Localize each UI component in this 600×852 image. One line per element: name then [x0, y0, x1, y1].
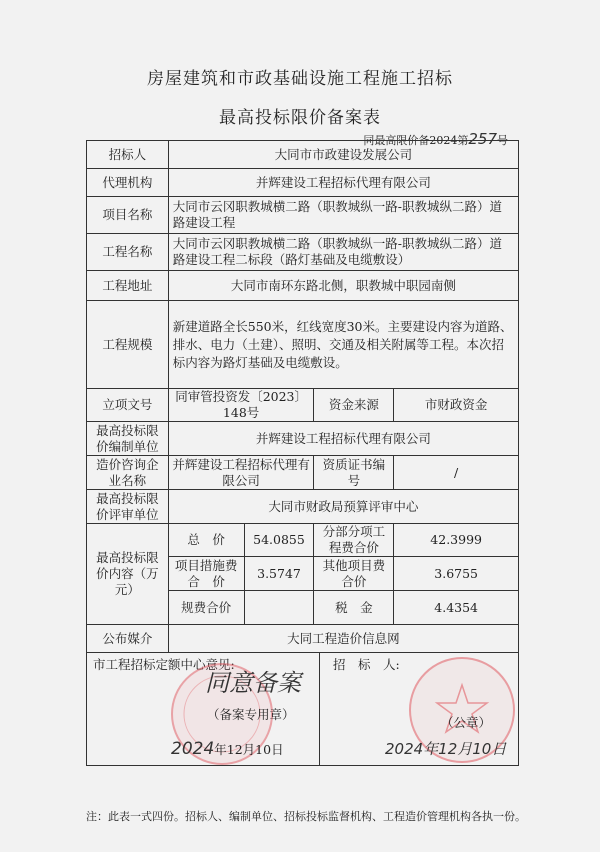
fee-value	[244, 591, 314, 625]
doc-number-suffix: 号	[497, 134, 508, 147]
price-label: 最高投标限价内容（万元）	[87, 524, 169, 625]
tax-label: 税 金	[314, 591, 394, 625]
total-price-value: 54.0855	[244, 524, 314, 557]
cert-value: /	[394, 456, 519, 490]
other-price-label: 其他项目费合价	[314, 557, 394, 591]
engineering-name-value: 大同市云冈职教城横二路（职教城纵一路-职教城纵二路）道路建设工程二标段（路灯基础及电缆敷设）	[168, 234, 518, 271]
right-title: 招 标 人:	[333, 657, 400, 672]
title-line2: 最高投标限价备案表	[219, 108, 381, 128]
fund-value: 市财政资金	[394, 389, 519, 422]
left-date-year: 2024	[171, 739, 215, 759]
agency-label: 代理机构	[87, 169, 169, 197]
record-table	[86, 140, 519, 766]
project-name-value: 大同市云冈职教城横二路（职教城纵一路-职教城纵二路）道路建设工程	[168, 197, 518, 234]
doc-number-prefix: 同最高限价备2024第	[363, 134, 469, 147]
agency-value: 并辉建设工程招标代理有限公司	[168, 169, 518, 197]
left-title: 市工程招标定额中心意见:	[93, 657, 235, 672]
scale-label: 工程规模	[87, 301, 169, 389]
sub-price-label: 分部分项工程费合价	[314, 524, 394, 557]
left-date	[171, 741, 284, 758]
left-handwritten: 同意备案	[205, 669, 301, 697]
approval-label: 立项文号	[87, 389, 169, 422]
tenderer-value: 大同市市政建设发展公司	[168, 141, 518, 169]
compiler-value: 并辉建设工程招标代理有限公司	[168, 422, 518, 456]
right-date: 2024年12月10日	[385, 740, 507, 758]
other-price-value: 3.6755	[394, 557, 519, 591]
consulting-value: 并辉建设工程招标代理有限公司	[168, 456, 314, 490]
title-line1: 房屋建筑和市政基础设施工程施工招标	[147, 69, 453, 89]
compiler-label: 最高投标限价编制单位	[87, 422, 169, 456]
fee-label: 规费合价	[168, 591, 244, 625]
address-value: 大同市南环东路北侧，职教城中职园南侧	[168, 271, 518, 301]
right-stamp-label: （公章）	[441, 715, 492, 730]
engineering-name-label: 工程名称	[87, 234, 169, 271]
media-value: 大同工程造价信息网	[168, 625, 518, 653]
sub-price-value: 42.3999	[394, 524, 519, 557]
fund-label: 资金来源	[314, 389, 394, 422]
media-label: 公布媒介	[87, 625, 169, 653]
left-stamp-label: （备案专用章）	[207, 707, 295, 722]
footer-note: 注：此表一式四份。招标人、编制单位、招标投标监督机构、工程造价管理机构各执一份。	[86, 810, 526, 823]
total-price-label: 总 价	[168, 524, 244, 557]
reviewer-label: 最高投标限价评审单位	[87, 490, 169, 524]
consulting-label: 造价咨询企业名称	[87, 456, 169, 490]
project-name-label: 项目名称	[87, 197, 169, 234]
left-date-rest: 年12月10日	[214, 742, 284, 757]
cert-label: 资质证书编 号	[314, 456, 394, 490]
signature-row	[87, 653, 519, 766]
scale-value: 新建道路全长550米，红线宽度30米。主要建设内容为道路、排水、电力（土建）、照明、交通及相关附属等工程。本次招标内容为路灯基础及电缆敷设。	[168, 301, 518, 389]
tenderer-label: 招标人	[87, 141, 169, 169]
address-label: 工程地址	[87, 271, 169, 301]
doc-number-handwritten: 257	[468, 130, 497, 148]
tax-value: 4.4354	[394, 591, 519, 625]
measure-price-label: 项目措施费合 价	[168, 557, 244, 591]
measure-price-value: 3.5747	[244, 557, 314, 591]
reviewer-value: 大同市财政局预算评审中心	[168, 490, 518, 524]
approval-value: 同审管投资发〔2023〕148号	[168, 389, 314, 422]
